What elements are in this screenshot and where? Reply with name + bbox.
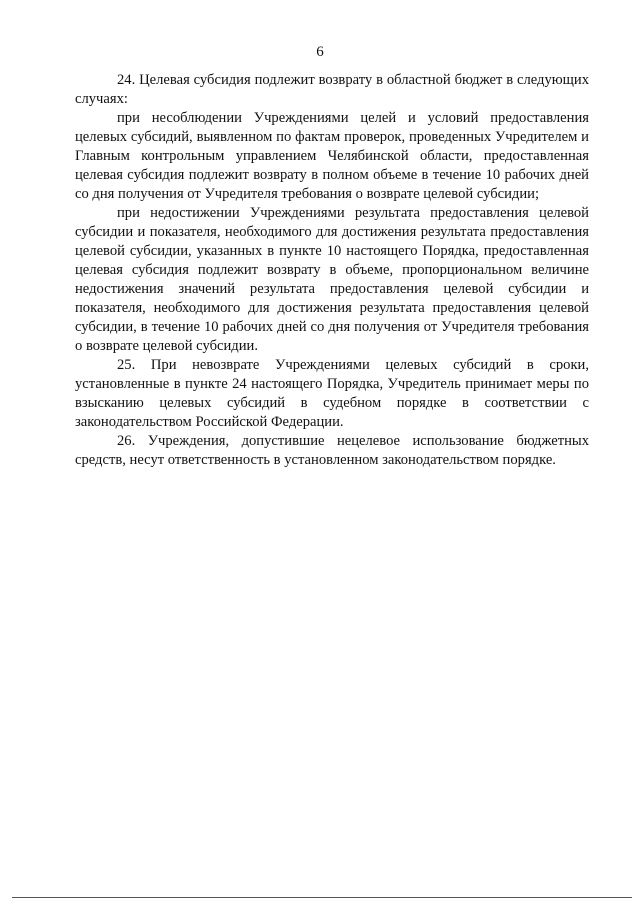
paragraph-24-case-noncompliance: при несоблюдении Учреждениями целей и условий предоставления целевых субсидий, выявленном по фактам проверок, проведенных Учредителем и Главным контрольным управлением Челябинской области, предоставленная целевая субсидия подлежит возврату в полном объеме в течение 10 рабочих дней со дня получения от Учредителя требования о возврате целевой субсидии; bbox=[75, 110, 589, 202]
paragraph-24: 24. Целевая субсидия подлежит возврату в областной бюджет в следующих случаях: bbox=[75, 72, 589, 107]
paragraph-25: 25. При невозврате Учреждениями целевых субсидий в сроки, установленные в пункте 24 настоящего Порядка, Учредитель принимает меры по взысканию целевых субсидий в судебном порядке в соответствии с законодательством Российской Федерации. bbox=[75, 357, 589, 430]
page-number: 6 bbox=[316, 44, 324, 60]
paragraph-26: 26. Учреждения, допустившие нецелевое использование бюджетных средств, несут ответственность в установленном законодательством порядке. bbox=[75, 433, 589, 468]
footer-divider bbox=[12, 897, 632, 898]
paragraph-24-case-underachievement: при недостижении Учреждениями результата предоставления целевой субсидии и показателя, необходимого для достижения результата предоставления целевой субсидии, указанных в пункте 10 настоящего Порядка, предоставленная целевая субсидия подлежит возврату в объеме, пропорциональном величине недостижения значений результата предоставления целевой субсидии и показателя, необходимого для достижения результата предоставления целевой субсидии, в течение 10 рабочих дней со дня получения от Учредителя требования о возврате целевой субсидии. bbox=[75, 205, 589, 354]
document-body bbox=[75, 71, 589, 470]
